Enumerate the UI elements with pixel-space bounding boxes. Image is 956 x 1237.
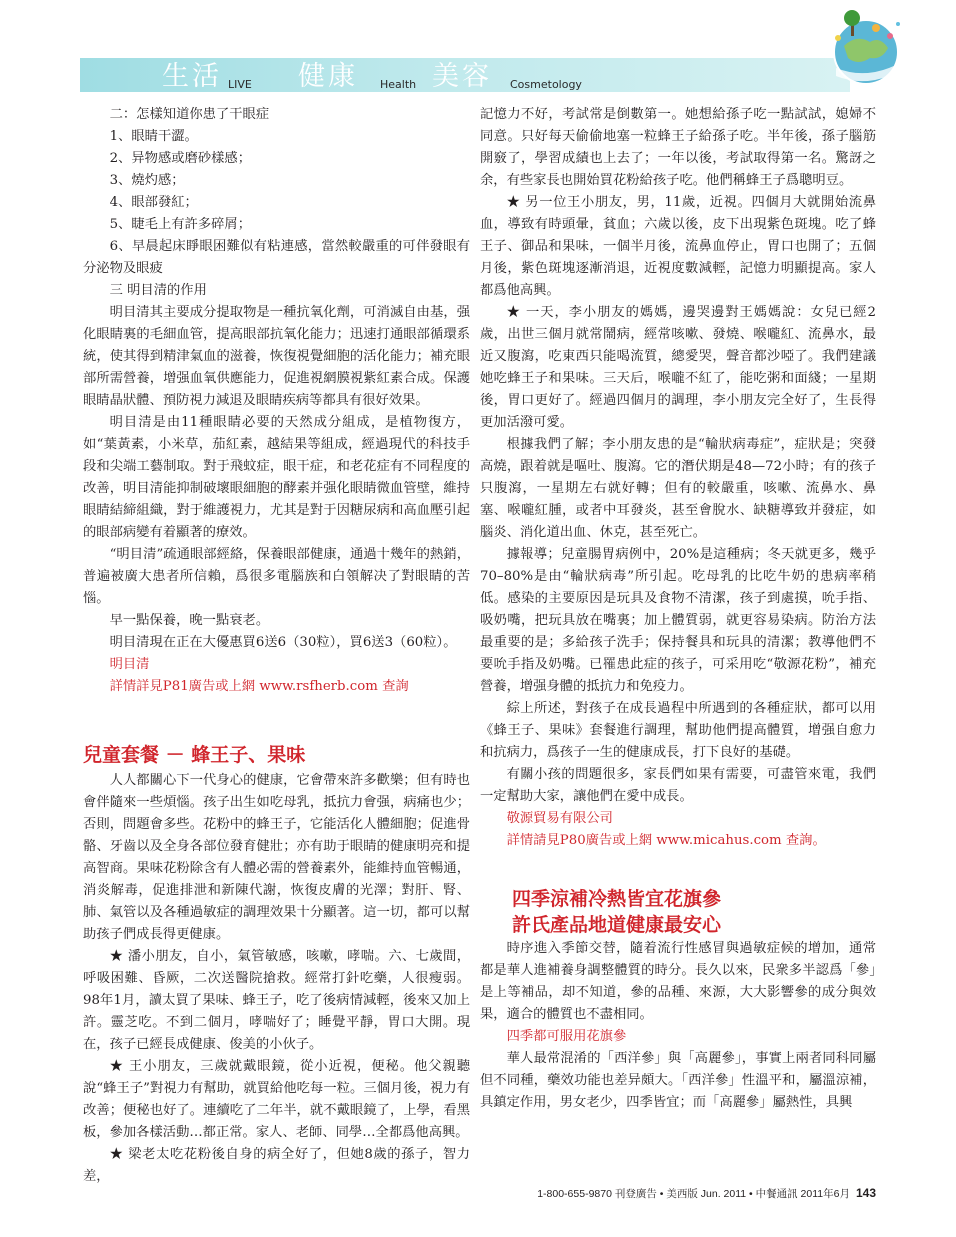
- banner-health-en: Health: [380, 78, 417, 91]
- banner-life: 生活: [162, 61, 222, 92]
- page-number: 143: [855, 1186, 876, 1200]
- brand-name: 明目清: [109, 657, 150, 672]
- section-banner: [80, 58, 850, 92]
- page-footer: [537, 1186, 876, 1201]
- list-item: 3、燒灼感；: [109, 173, 185, 188]
- paragraph: “明目清”疏通眼部經絡，保養眼部健康，通過十幾年的熱銷，普遍被廣大患者所信賴，爲很多電腦族和白領解决了對眼睛的苦惱。: [83, 547, 470, 606]
- right-column: [480, 104, 876, 1114]
- paragraph: 據報導；兒童腸胃病例中，20%是這種病；冬天就更多，幾乎70–80%是由“輪狀病毒”所引起。吃母乳的比吃牛奶的患病率稍低。感染的主要原因是玩具及食物不清潔，孩子到處摸，吮手指、吸奶嘴，把玩具放在嘴裏；加上體質弱，就更容易染病。防治方法最重要的是；多給孩子洗手；保持餐具和玩具的清潔；教導他們不要吮手指及奶嘴。已罹患此症的孩子，可采用吃“敬源花粉”，補充營養，增强身體的抵抗力和免疫力。: [480, 547, 876, 694]
- info-link[interactable]: 詳情詳見P81廣告或上網 www.rsfherb.com 查詢: [109, 679, 409, 694]
- article-title: 兒童套餐 － 蜂王子、果味: [83, 744, 306, 766]
- paragraph: 綜上所述，對孩子在成長過程中所遇到的各種症狀，都可以用《蜂王子、果味》套餐進行調理，幫助他們提高體質，增强自愈力和抗病力，爲孩子一生的健康成長，打下良好的基礎。: [480, 701, 876, 760]
- list-item: 1、眼睛干澀。: [109, 129, 198, 144]
- paragraph: 記憶力不好，考試常是倒數第一。她想給孫子吃一點試試，媳婦不同意。只好每天偷偷地塞一粒蜂王子給孫子吃。半年後，孫子腦筋開竅了，學習成績也上去了；一年以後，考試取得第一名。驚訝之余，有些家長也開始買花粉給孩子吃。他們稱蜂王子爲聰明豆。: [480, 107, 876, 188]
- banner-beauty-en: Cosmetology: [510, 78, 582, 91]
- company-name: 敬源貿易有限公司: [506, 811, 613, 826]
- paragraph: ★ 梁老太吃花粉後自身的病全好了，但她8歲的孫子，智力差，: [83, 1147, 470, 1184]
- paragraph: ★ 王小朋友，三歲就戴眼鏡，從小近視，便秘。他父親聽說“蜂王子”對視力有幫助，就買給他吃每一粒。三個月後，視力有改善；便秘也好了。連續吃了二年半，就不戴眼鏡了，上學，看黑板，參加各樣活動…都正常。家人、老師、同學…全都爲他高興。: [83, 1059, 470, 1140]
- paragraph: 明目清現在正在大優惠買6送6（30粒），買6送3（60粒）。: [109, 635, 457, 650]
- globe-logo-icon: [818, 6, 910, 94]
- left-column: [83, 104, 470, 1188]
- paragraph: 明目清其主要成分提取物是一種抗氧化劑，可消滅自由基，强化眼睛裏的毛細血管，提高眼部抗氧化能力；迅速打通眼部循環系統，使其得到精津氣血的滋養，恢復視覺細胞的活化能力；補充眼部所需營養，增强血氧供應能力，促進視網膜視紫紅素合成。保護眼睛晶狀體、預防視力減退及眼睛疾病等都具有很好效果。: [83, 305, 470, 408]
- list-item: 5、睫毛上有許多碎屑；: [109, 217, 252, 232]
- info-link[interactable]: 詳情請見P80廣告或上網 www.micahus.com 查詢。: [506, 833, 826, 848]
- paragraph: ★ 一天，李小朋友的媽媽，邊哭邊對王媽媽說：女兒已經2歲，出世三個月就常鬧病，經常咳嗽、發燒、喉嚨紅、流鼻水，最近又腹瀉，吃東西只能喝流質，總愛哭，聲音都沙啞了。我們建議她吃蜂王子和果味。三天后，喉嚨不紅了，能吃粥和面綫；一星期後，胃口更好了。經過四個月的調理，李小朋友完全好了，生長得更加活潑可愛。: [480, 305, 876, 430]
- paragraph: 二：怎樣知道你患了干眼症: [109, 107, 270, 122]
- paragraph: 根據我們了解；李小朋友患的是“輪狀病毒症”，症狀是；突發高燒，跟着就是嘔吐、腹瀉。它的潛伏期是48—72小時；有的孩子只腹瀉，一星期左右就好轉；但有的較嚴重，咳嗽、流鼻水、鼻塞、喉嚨紅腫，或者中耳發炎，甚至會脫水、缺糖導致并發症，如腦炎、消化道出血、休克，甚至死亡。: [480, 437, 876, 540]
- article-title-line2: 許氏產品地道健康最安心: [512, 914, 722, 936]
- banner-beauty-cn: 美容: [432, 61, 492, 92]
- list-item: 2、异物感或磨砂樣感；: [109, 151, 252, 166]
- paragraph: 時序進入季節交替，隨着流行性感冒與過敏症候的增加，通常都是華人進補養身調整體質的時分。長久以來，民衆多半認爲「參」是上等補品，却不知道，參的品種、來源，大大影響參的成分與效果，適合的體質也不盡相同。: [480, 941, 876, 1022]
- banner-live: LIVE: [228, 78, 252, 91]
- list-item: 4、眼部發紅；: [109, 195, 198, 210]
- footer-text: 1-800-655-9870 刊登廣告 • 美西版 Jun. 2011 • 中餐通訊 2011年6月: [537, 1188, 850, 1200]
- article-title: 四季涼補冷熱皆宜花旗參: [512, 888, 722, 910]
- paragraph: 華人最常混淆的「西洋參」與「高麗參」，事實上兩者同科同屬但不同種，藥效功能也差异頗大。「西洋參」性溫平和，屬溫涼補，具鎮定作用，男女老少，四季皆宜；而「高麗參」屬熱性，具興: [480, 1051, 876, 1110]
- subheading: 三 明目清的作用: [109, 283, 207, 298]
- paragraph: 明目清是由11種眼睛必要的天然成分組成，是植物復方，如“葉黃素，小米草，茄紅素，越結果等組成，經過現代的科技手段和尖端工藝制取。對于飛蚊症，眼干症，和老花症有不同程度的改善，明目清能抑制破壞眼細胞的酵素并强化眼睛微血管壁，維持眼睛結締組織，對于維護視力，尤其是對于因糖尿病和高血壓引起的眼部病變有着顯著的療效。: [83, 415, 470, 540]
- paragraph: 早一點保養，晚一點衰老。: [109, 613, 270, 628]
- list-item: 6、早晨起床睜眼困難似有粘連感，當然較嚴重的可伴發眼有分泌物及眼疲: [83, 239, 470, 276]
- paragraph: ★ 潘小朋友，自小，氣管敏感，咳嗽，哮喘。六、七歲間，呼吸困難、昏厥，二次送醫院搶救。經常打針吃藥，人很瘦弱。98年1月，讀太買了果味、蜂王子，吃了後病情減輕，後來又加上許。靈芝吃。不到二個月，哮喘好了；睡覺平靜，胃口大開。現在，孩子已經長成健康、俊美的小伙子。: [83, 949, 470, 1052]
- subheading: 四季都可服用花旗參: [506, 1029, 627, 1044]
- paragraph: ★ 另一位王小朋友，男，11歲，近視。四個月大就開始流鼻血，導致有時頭暈，貧血；六歲以後，皮下出現紫色斑塊。吃了蜂王子、御品和果味，一個半月後，流鼻血停止，胃口也開了；五個月後，紫色斑塊逐漸消退，近視度數減輕，記憶力明顯提高。家人都爲他高興。: [480, 195, 876, 298]
- paragraph: 有關小孩的問題很多，家長們如果有需要，可盡管來電，我們一定幫助大家，讓他們在愛中成長。: [480, 767, 876, 804]
- banner-health-cn: 健康: [298, 61, 358, 92]
- paragraph: 人人都關心下一代身心的健康，它會帶來許多歡樂；但有時也會伴隨來一些煩惱。孩子出生如吃母乳，抵抗力會强，病痛也少；否則，問題會多些。花粉中的蜂王子，它能活化人體細胞；促進骨骼、牙齒以及全身各部位發育健壯；亦有助于眼睛的健康明亮和提高智商。果味花粉除含有人體必需的營養素外，能維持血管暢通，消炎解毒，促進排泄和新陳代謝，恢復皮膚的光澤；對肝、腎、肺、氣管以及各種過敏症的調理效果十分顯著。這一切，都可以幫助孩子們成長得更健康。: [83, 773, 470, 942]
